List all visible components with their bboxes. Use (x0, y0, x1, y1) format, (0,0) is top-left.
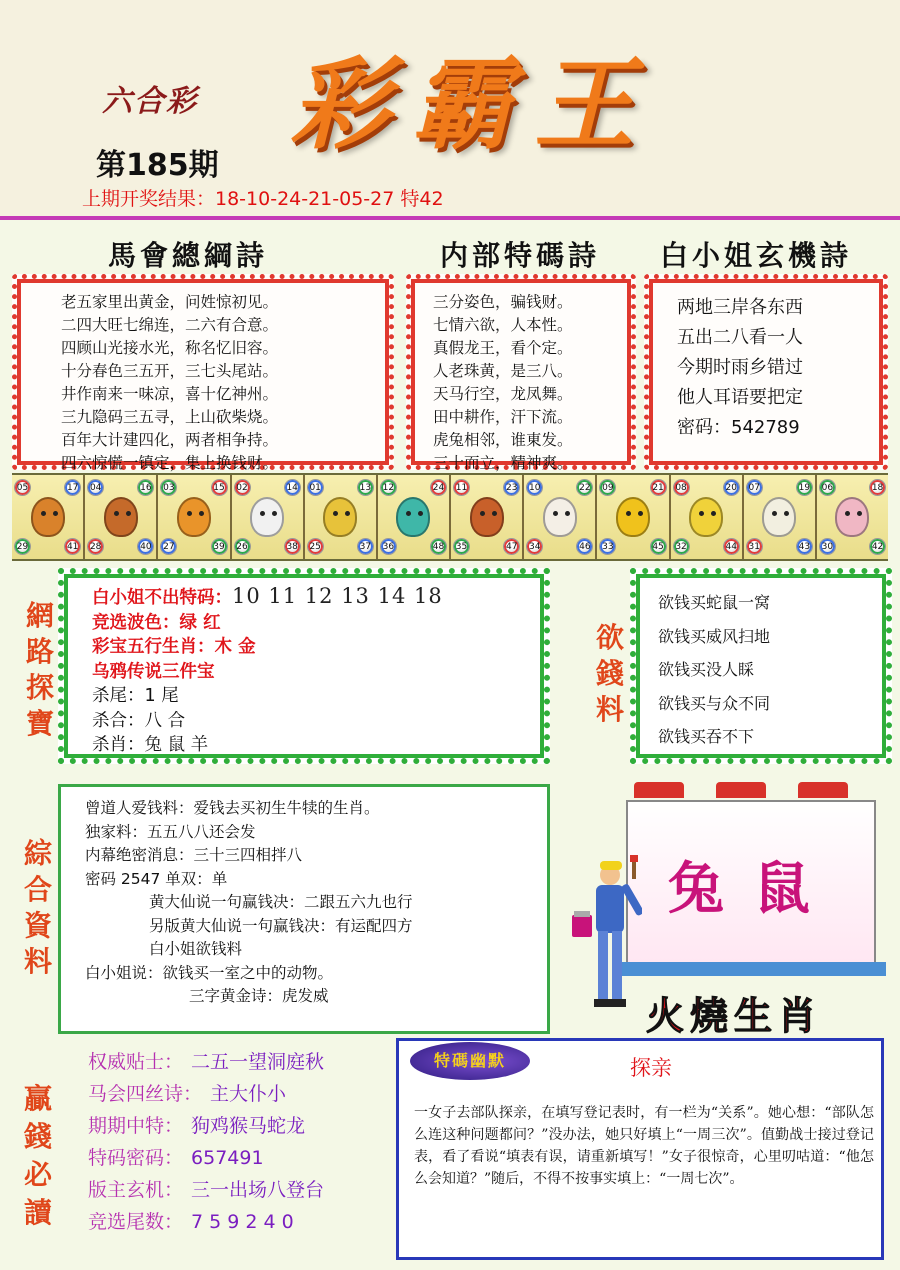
zodiac-strip (12, 473, 888, 561)
poem-line: 四六惊慌一镇定，集上换钱财。 (61, 454, 279, 472)
zodiac-cell (451, 475, 524, 559)
poem-line: 二四大旺七绵连，二六有合意。 (61, 316, 279, 334)
zodiac-cell (597, 475, 670, 559)
number-ball: 12 (380, 479, 397, 496)
number-ball: 11 (453, 479, 470, 496)
number-ball: 26 (234, 538, 251, 555)
poem-line: 五出二八看一人 (677, 327, 803, 348)
poem-line: 三分姿色，骗钱财。 (433, 293, 573, 311)
network-key: 竞选波色： (92, 612, 180, 633)
mustread-value: 主大仆小 (210, 1083, 287, 1105)
number-ball: 15 (211, 479, 228, 496)
poem-line: 老五家里出黄金，问姓惊初见。 (61, 293, 279, 311)
number-ball: 22 (576, 479, 593, 496)
number-ball: 08 (673, 479, 690, 496)
poem-line: 井作南来一味凉，喜十亿神州。 (61, 385, 279, 403)
number-ball: 40 (137, 538, 154, 555)
number-ball: 43 (796, 538, 813, 555)
general-row: 白小姐欲钱料 (149, 940, 243, 958)
network-key: 杀肖： (92, 735, 145, 755)
number-ball: 48 (430, 538, 447, 555)
number-ball: 18 (869, 479, 886, 496)
zodiac-cell (817, 475, 888, 559)
mustread-row (88, 1142, 324, 1174)
network-row (92, 660, 443, 685)
number-ball: 23 (503, 479, 520, 496)
number-ball: 42 (869, 538, 886, 555)
money-side-label: 欲 錢 料 (595, 621, 624, 726)
number-ball: 38 (284, 538, 301, 555)
network-row (92, 709, 443, 734)
fire-zodiac-caption: 火燒生肖 (646, 993, 823, 1038)
header-divider (0, 216, 900, 220)
number-ball: 17 (64, 479, 81, 496)
zodiac-cell (305, 475, 378, 559)
money-rows (658, 586, 770, 754)
network-row (92, 611, 443, 636)
rooster-icon (689, 497, 723, 537)
number-ball: 46 (576, 538, 593, 555)
number-ball: 19 (796, 479, 813, 496)
number-ball: 32 (673, 538, 690, 555)
general-side-label: 綜 合 資 料 (23, 837, 52, 978)
network-row (92, 733, 443, 758)
number-ball: 07 (746, 479, 763, 496)
network-key: 白小姐不出特码： (92, 588, 232, 608)
number-ball: 24 (430, 479, 447, 496)
poem-line: 四顾山光接水光，称名忆旧容。 (61, 339, 279, 357)
number-ball: 45 (650, 538, 667, 555)
network-rows (92, 584, 443, 758)
general-row: 另版黄大仙说一句赢钱决：有运配四方 (149, 916, 413, 935)
goat-icon (543, 497, 577, 537)
number-ball: 37 (357, 538, 374, 555)
zodiac-cell (744, 475, 817, 559)
dragon-icon (323, 497, 357, 537)
network-key: 乌鸦传说三件宝 (92, 661, 215, 682)
page-title: 彩霸王 (290, 45, 656, 163)
poem-mid-box (406, 274, 636, 470)
poem-mid-text (433, 291, 573, 475)
rat-icon (31, 497, 65, 537)
poem-line: 密码：542789 (677, 417, 800, 438)
money-item: 欲钱买与众不同 (658, 693, 771, 713)
issue-number: 第185期 (96, 148, 219, 183)
money-item: 欲钱买吞不下 (658, 727, 755, 746)
number-ball: 27 (160, 538, 177, 555)
network-value: 10 11 12 13 14 18 (232, 584, 443, 608)
dog-icon (762, 497, 796, 537)
mustread-value: 三一出场八登台 (191, 1179, 325, 1201)
mustread-row (88, 1046, 324, 1078)
zodiac-cell (85, 475, 158, 559)
number-ball: 13 (357, 479, 374, 496)
number-ball: 21 (650, 479, 667, 496)
zodiac-cell (378, 475, 451, 559)
mustread-side-label: 贏 錢 必 讀 (23, 1082, 52, 1229)
number-ball: 02 (234, 479, 251, 496)
zodiac-cell (158, 475, 231, 559)
ox-icon (104, 497, 138, 537)
number-ball: 29 (14, 538, 31, 555)
number-ball: 09 (599, 479, 616, 496)
network-value: 1 尾 (144, 686, 179, 706)
network-key: 杀合： (92, 710, 145, 731)
mustread-value: 二五一望洞庭秋 (191, 1051, 325, 1073)
poem-left-text (61, 291, 278, 475)
last-result: 上期开奖结果：18-10-24-21-05-27 特42 (82, 188, 444, 210)
horse-icon (470, 497, 504, 537)
general-row: 黄大仙说一句赢钱决：二跟五六九也行 (149, 893, 413, 911)
mustread-row (88, 1206, 324, 1238)
money-box (630, 568, 892, 764)
mustread-rows (88, 1046, 324, 1238)
poem-line: 人老珠黄，是三八。 (433, 362, 573, 380)
money-item: 欲钱买威风扫地 (658, 626, 771, 646)
network-row (92, 584, 443, 611)
number-ball: 01 (307, 479, 324, 496)
joke-title: 探亲 (630, 1056, 672, 1080)
general-box (58, 784, 550, 1034)
number-ball: 25 (307, 538, 324, 555)
joke-badge: 特碼幽默 (410, 1042, 530, 1080)
network-value: 八 合 (144, 710, 186, 731)
network-row (92, 635, 443, 660)
brand-label: 六合彩 (102, 84, 198, 119)
number-ball: 39 (211, 538, 228, 555)
poem-line: 天马行空，龙凤舞。 (433, 385, 573, 403)
mustread-row (88, 1110, 324, 1142)
number-ball: 35 (453, 538, 470, 555)
general-row: 白小姐说：欲钱买一室之中的动物。 (85, 963, 334, 982)
painter-icon (562, 855, 642, 1015)
money-item: 欲钱买蛇鼠一窝 (658, 593, 771, 612)
network-value: 绿 红 (179, 612, 221, 633)
mustread-value: 657491 (191, 1147, 264, 1169)
network-value: 木 金 (214, 637, 256, 657)
poem-left-box (12, 274, 394, 470)
general-row: 独家料：五五八八还会发 (85, 822, 256, 841)
mustread-key: 马会四丝诗： (88, 1083, 203, 1105)
mustread-key: 竞选尾数： (88, 1211, 184, 1233)
poem-line: 他人耳语要把定 (677, 387, 803, 408)
mustread-value: 7 5 9 2 4 0 (191, 1211, 294, 1233)
network-key: 杀尾： (92, 686, 145, 706)
general-row: 密码 2547 单双：单 (85, 869, 228, 888)
number-ball: 28 (87, 538, 104, 555)
mustread-key: 特码密码： (88, 1147, 184, 1169)
number-ball: 30 (819, 538, 836, 555)
number-ball: 34 (526, 538, 543, 555)
general-row: 内幕绝密消息：三十三四相拌八 (85, 846, 303, 864)
number-ball: 47 (503, 538, 520, 555)
joke-text: 一女子去部队探亲，在填写登记表时，有一栏为“关系”。她心想：“部队怎么连这种问题都问？”没办法，她只好填上“一周三次”。值勤战士接过登记表，看了看说“填表有误，请重新填写！”女子很惊奇，心里叨咕道：“他怎么会知道？”随后，不得不按事实填上：“一周七次”。 (414, 1105, 874, 1187)
poem-line: 七情六欲，人本性。 (433, 316, 573, 334)
mustread-key: 权威贴士： (88, 1051, 184, 1073)
network-value: 兔 鼠 羊 (144, 735, 209, 755)
poem-line: 今期时雨乡错过 (677, 357, 803, 378)
network-key: 彩宝五行生肖： (92, 637, 215, 657)
poem-line: 两地三岸各东西 (677, 297, 803, 318)
number-ball: 16 (137, 479, 154, 496)
number-ball: 33 (599, 538, 616, 555)
number-ball: 14 (284, 479, 301, 496)
poem-left-title: 馬會總綱詩 (108, 239, 269, 272)
number-ball: 31 (746, 538, 763, 555)
number-ball: 03 (160, 479, 177, 496)
monkey-icon (616, 497, 650, 537)
billboard-base (616, 962, 886, 976)
number-ball: 06 (819, 479, 836, 496)
money-item: 欲钱买没人睬 (658, 660, 755, 679)
mustread-key: 期期中特： (88, 1115, 184, 1137)
poem-mid-title: 内部特碼詩 (440, 239, 601, 272)
mustread-key: 版主玄机： (88, 1179, 184, 1201)
poem-line: 田中耕作，汗下流。 (433, 408, 573, 426)
poem-line: 虎兔相邻，谁東发。 (433, 431, 573, 449)
zodiac-cell (524, 475, 597, 559)
number-ball: 44 (723, 538, 740, 555)
general-rows (85, 797, 413, 1009)
rabbit-icon (250, 497, 284, 537)
mustread-row (88, 1078, 324, 1110)
mustread-value: 狗鸡猴马蛇龙 (191, 1115, 306, 1137)
poem-line: 三九隐码三五寻，上山砍柴烧。 (61, 408, 279, 426)
tiger-icon (177, 497, 211, 537)
number-ball: 20 (723, 479, 740, 496)
number-ball: 04 (87, 479, 104, 496)
pig-icon (835, 497, 869, 537)
poem-line: 十分春色三五开，三七头尾站。 (61, 362, 279, 380)
number-ball: 10 (526, 479, 543, 496)
number-ball: 05 (14, 479, 31, 496)
network-box (58, 568, 550, 764)
zodiac-cell (232, 475, 305, 559)
snake-icon (396, 497, 430, 537)
poem-right-text (677, 293, 803, 443)
billboard-text: 兔鼠 (668, 856, 840, 922)
billboard-lamps (626, 776, 876, 802)
mustread-row (88, 1174, 324, 1206)
number-ball: 36 (380, 538, 397, 555)
number-ball: 41 (64, 538, 81, 555)
general-row: 曾道人爱钱料：爱钱去买初生牛犊的生肖。 (85, 799, 380, 817)
poem-right-title: 白小姐玄機詩 (660, 239, 853, 272)
poem-right-box (644, 274, 888, 470)
zodiac-cell (671, 475, 744, 559)
poem-line: 三十而立，精神爽。 (433, 454, 573, 472)
zodiac-cell (12, 475, 85, 559)
general-row: 三字黄金诗：虎发威 (189, 987, 329, 1005)
network-row (92, 684, 443, 709)
poem-line: 真假龙王，看个定。 (433, 339, 573, 357)
poem-line: 百年大计建四化，两者相争持。 (61, 431, 279, 449)
network-side-label: 網 路 探 寶 (25, 599, 54, 740)
